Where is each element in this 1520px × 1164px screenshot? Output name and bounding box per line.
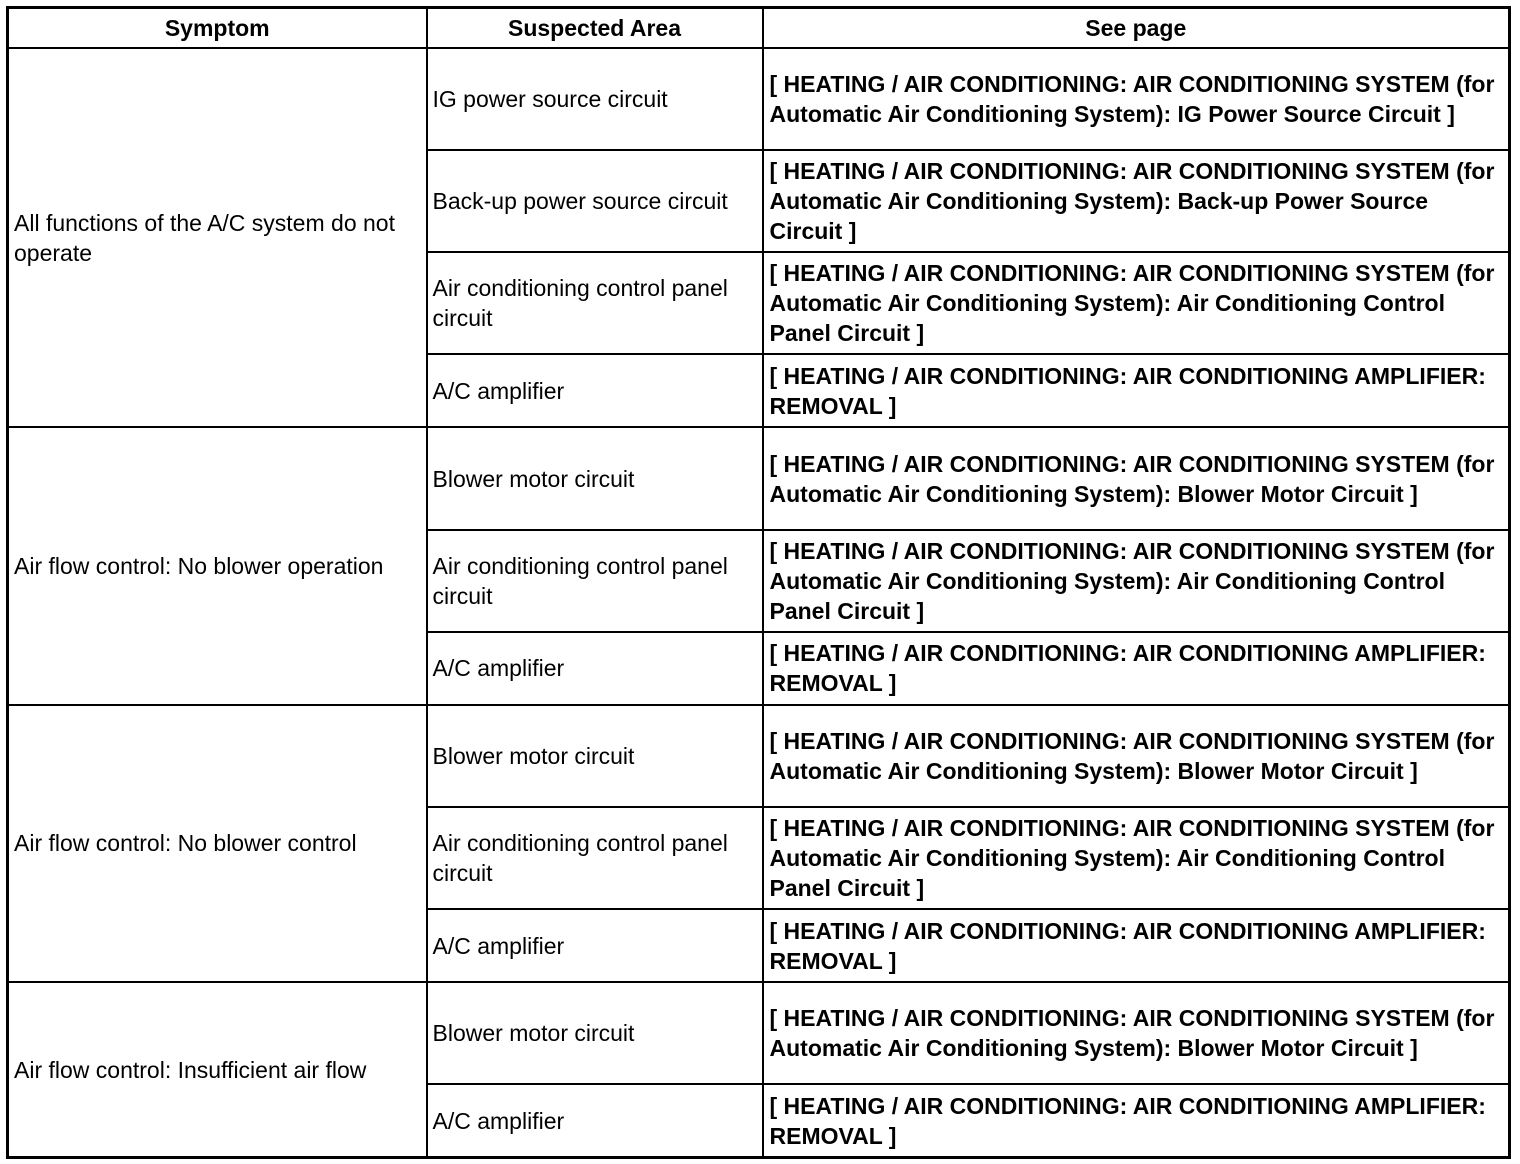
symptom-table xyxy=(6,6,1511,1159)
suspected-area-cell: A/C amplifier xyxy=(427,909,763,982)
header-symptom: Symptom xyxy=(8,8,427,49)
suspected-area-cell: Blower motor circuit xyxy=(427,705,763,807)
table-row xyxy=(8,427,1510,529)
see-page-link[interactable]: [ HEATING / AIR CONDITIONING: AIR CONDITIONING SYSTEM (for Automatic Air Conditioning System): Air Conditioning Control Panel Circuit ] xyxy=(763,807,1510,909)
suspected-area-cell: IG power source circuit xyxy=(427,48,763,150)
see-page-link[interactable]: [ HEATING / AIR CONDITIONING: AIR CONDITIONING AMPLIFIER: REMOVAL ] xyxy=(763,354,1510,427)
header-see-page: See page xyxy=(763,8,1510,49)
see-page-link[interactable]: [ HEATING / AIR CONDITIONING: AIR CONDITIONING SYSTEM (for Automatic Air Conditioning System): Back-up Power Source Circuit ] xyxy=(763,150,1510,252)
see-page-link[interactable]: [ HEATING / AIR CONDITIONING: AIR CONDITIONING SYSTEM (for Automatic Air Conditioning System): Air Conditioning Control Panel Circuit ] xyxy=(763,252,1510,354)
suspected-area-cell: Air conditioning control panel circuit xyxy=(427,530,763,632)
suspected-area-cell: Air conditioning control panel circuit xyxy=(427,807,763,909)
table-row xyxy=(8,48,1510,150)
header-row xyxy=(8,8,1510,49)
see-page-link[interactable]: [ HEATING / AIR CONDITIONING: AIR CONDITIONING SYSTEM (for Automatic Air Conditioning System): Air Conditioning Control Panel Circuit ] xyxy=(763,530,1510,632)
header-suspected-area: Suspected Area xyxy=(427,8,763,49)
see-page-link[interactable]: [ HEATING / AIR CONDITIONING: AIR CONDITIONING SYSTEM (for Automatic Air Conditioning System): Blower Motor Circuit ] xyxy=(763,982,1510,1084)
see-page-link[interactable]: [ HEATING / AIR CONDITIONING: AIR CONDITIONING SYSTEM (for Automatic Air Conditioning System): IG Power Source Circuit ] xyxy=(763,48,1510,150)
symptom-cell: All functions of the A/C system do not operate xyxy=(8,48,427,427)
suspected-area-cell: A/C amplifier xyxy=(427,1084,763,1157)
suspected-area-cell: Blower motor circuit xyxy=(427,427,763,529)
symptom-cell: Air flow control: No blower control xyxy=(8,705,427,982)
suspected-area-cell: A/C amplifier xyxy=(427,354,763,427)
suspected-area-cell: Blower motor circuit xyxy=(427,982,763,1084)
see-page-link[interactable]: [ HEATING / AIR CONDITIONING: AIR CONDITIONING AMPLIFIER: REMOVAL ] xyxy=(763,909,1510,982)
symptom-cell: Air flow control: No blower operation xyxy=(8,427,427,704)
see-page-link[interactable]: [ HEATING / AIR CONDITIONING: AIR CONDITIONING SYSTEM (for Automatic Air Conditioning System): Blower Motor Circuit ] xyxy=(763,705,1510,807)
suspected-area-cell: Air conditioning control panel circuit xyxy=(427,252,763,354)
table-row xyxy=(8,705,1510,807)
see-page-link[interactable]: [ HEATING / AIR CONDITIONING: AIR CONDITIONING AMPLIFIER: REMOVAL ] xyxy=(763,632,1510,705)
see-page-link[interactable]: [ HEATING / AIR CONDITIONING: AIR CONDITIONING AMPLIFIER: REMOVAL ] xyxy=(763,1084,1510,1157)
see-page-link[interactable]: [ HEATING / AIR CONDITIONING: AIR CONDITIONING SYSTEM (for Automatic Air Conditioning System): Blower Motor Circuit ] xyxy=(763,427,1510,529)
table-row xyxy=(8,982,1510,1084)
suspected-area-cell: Back-up power source circuit xyxy=(427,150,763,252)
suspected-area-cell: A/C amplifier xyxy=(427,632,763,705)
symptom-cell: Air flow control: Insufficient air flow xyxy=(8,982,427,1157)
